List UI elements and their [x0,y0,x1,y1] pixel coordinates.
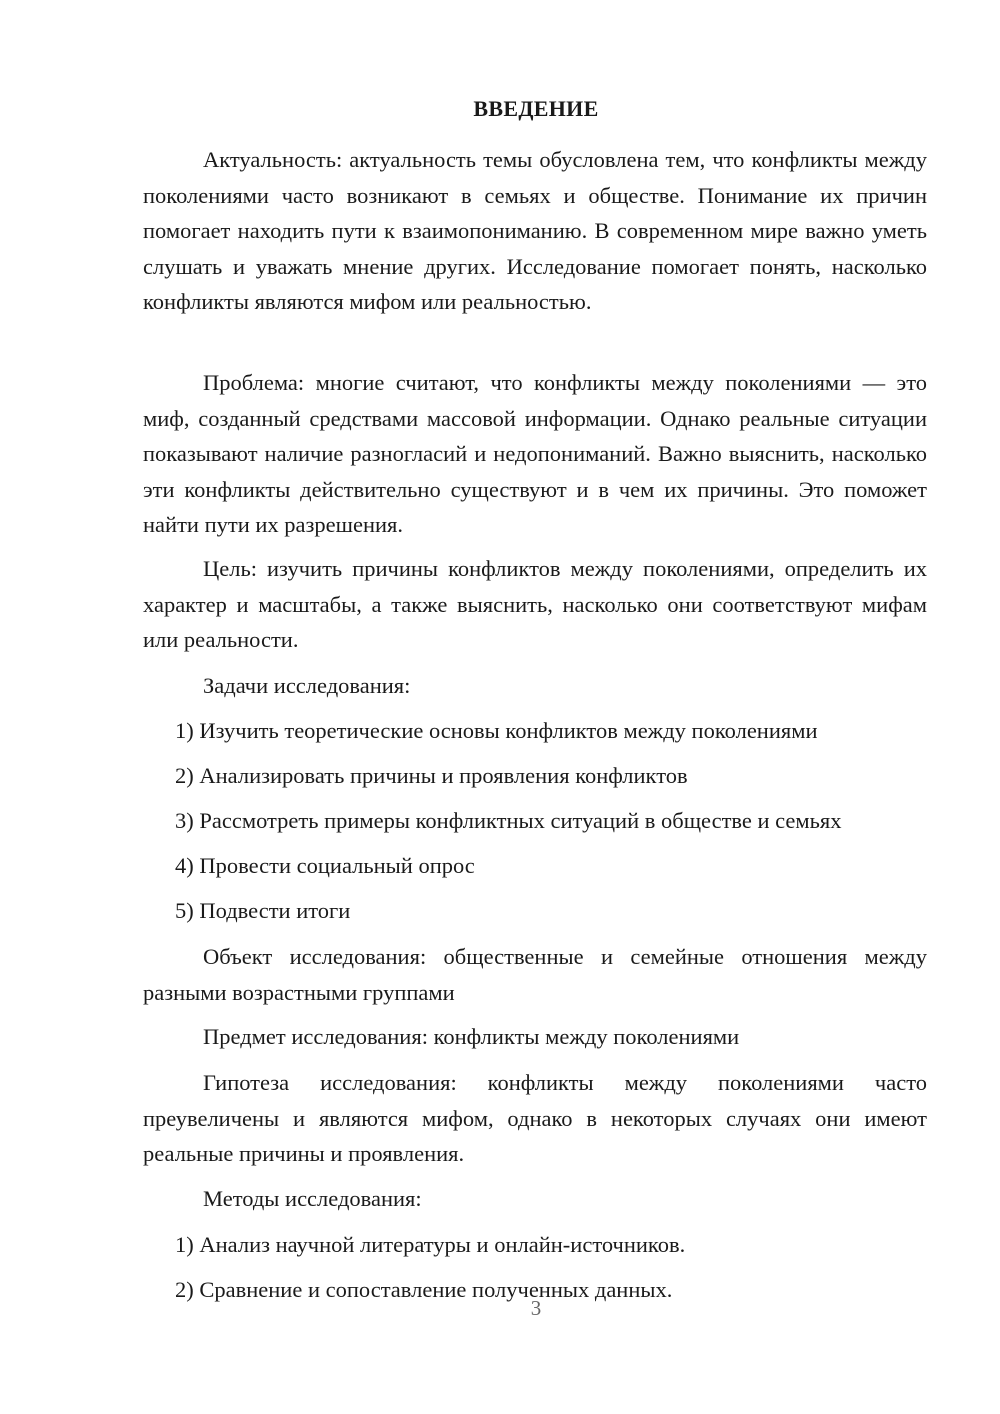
section-title: ВВЕДЕНИЕ [473,96,599,121]
task-item-2: 2) Анализировать причины и проявления конфликтов [175,763,688,788]
methods-heading: Методы исследования: [203,1186,422,1211]
goal-paragraph: Цель: изучить причины конфликтов между поколениями, определить их характер и масштабы, а также выяснить, насколько они соответствуют мифам или реальности. [143,556,927,652]
task-item-1: 1) Изучить теоретические основы конфликтов между поколениями [175,718,818,743]
method-item-1: 1) Анализ научной литературы и онлайн-источников. [175,1232,686,1257]
object-paragraph: Объект исследования: общественные и семейные отношения между разными возрастными группами [143,944,927,1005]
task-item-5: 5) Подвести итоги [175,898,351,923]
problem-paragraph: Проблема: многие считают, что конфликты между поколениями — это миф, созданный средствами массовой информации. Однако реальные ситуации показывают наличие разногласий и недопониманий. Важно выяснить, насколько эти конфликты действительно существуют и в чем их причины. Это поможет найти пути их разрешения. [143,370,927,537]
subject-paragraph: Предмет исследования: конфликты между поколениями [203,1024,740,1049]
hypothesis-paragraph: Гипотеза исследования: конфликты между поколениями часто преувеличены и являются мифом, однако в некоторых случаях они имеют реальные причины и проявления. [143,1070,927,1166]
relevance-paragraph: Актуальность: актуальность темы обусловлена тем, что конфликты между поколениями часто возникают в семьях и обществе. Понимание их причин помогает находить пути к взаимопониманию. В современном мире важно уметь слушать и уважать мнение других. Исследование помогает понять, насколько конфликты являются мифом или реальностью. [143,147,927,314]
task-item-3: 3) Рассмотреть примеры конфликтных ситуаций в обществе и семьях [175,808,842,833]
tasks-heading: Задачи исследования: [203,673,411,698]
method-item-2: 2) Сравнение и сопоставление полученных данных. [175,1277,673,1302]
task-item-4: 4) Провести социальный опрос [175,853,475,878]
page-number: 3 [530,1296,542,1320]
